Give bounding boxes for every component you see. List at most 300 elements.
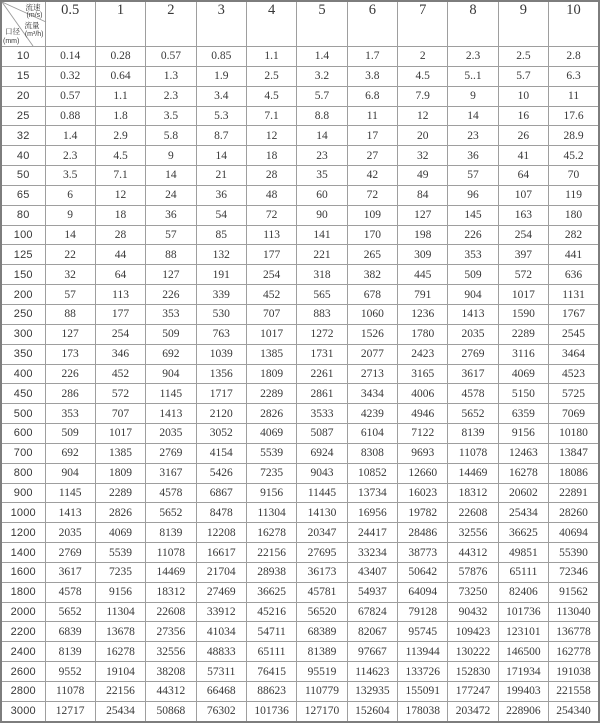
flow-value-cell: 11445 xyxy=(297,483,347,503)
flow-value-cell: 7.9 xyxy=(398,86,448,106)
flow-value-cell: 64094 xyxy=(398,582,448,602)
flow-value-cell: 309 xyxy=(398,245,448,265)
flow-value-cell: 36625 xyxy=(246,582,296,602)
flow-value-cell: 25434 xyxy=(95,701,145,721)
flow-value-cell: 152830 xyxy=(448,662,498,682)
table-row xyxy=(1,86,599,106)
flow-value-cell: 6104 xyxy=(347,424,397,444)
flow-value-cell: 3.2 xyxy=(297,66,347,86)
flow-value-cell: 1590 xyxy=(498,304,548,324)
flow-value-cell: 1145 xyxy=(45,483,95,503)
flow-value-cell: 24417 xyxy=(347,523,397,543)
flow-value-cell: 95745 xyxy=(398,622,448,642)
flow-value-cell: 3167 xyxy=(146,463,196,483)
flow-value-cell: 2.5 xyxy=(246,66,296,86)
corner-cell xyxy=(1,1,45,47)
flow-value-cell: 5426 xyxy=(196,463,246,483)
table-row xyxy=(1,523,599,543)
flow-value-cell: 11078 xyxy=(448,443,498,463)
flow-value-cell: 254 xyxy=(246,265,296,285)
flow-value-cell: 132 xyxy=(196,245,246,265)
flow-value-cell: 883 xyxy=(297,304,347,324)
flow-value-cell: 572 xyxy=(95,384,145,404)
flow-value-cell: 636 xyxy=(549,265,599,285)
flow-value-cell: 70 xyxy=(549,166,599,186)
flow-value-cell: 4.5 xyxy=(246,86,296,106)
flow-value-cell: 904 xyxy=(45,463,95,483)
diameter-cell: 350 xyxy=(1,344,45,364)
flow-value-cell: 9043 xyxy=(297,463,347,483)
flow-value-cell: 57876 xyxy=(448,562,498,582)
flow-value-cell: 64 xyxy=(498,166,548,186)
table-row xyxy=(1,265,599,285)
flow-value-cell: 2289 xyxy=(95,483,145,503)
flow-value-cell: 18 xyxy=(95,205,145,225)
table-row xyxy=(1,582,599,602)
flow-value-cell: 20602 xyxy=(498,483,548,503)
flow-value-cell: 97667 xyxy=(347,642,397,662)
flow-value-cell: 82067 xyxy=(347,622,397,642)
flow-value-cell: 109 xyxy=(347,205,397,225)
flow-value-cell: 1131 xyxy=(549,285,599,305)
flow-value-cell: 21 xyxy=(196,166,246,186)
flow-value-cell: 32556 xyxy=(448,523,498,543)
flow-value-cell: 12463 xyxy=(498,443,548,463)
flow-value-cell: 1.3 xyxy=(146,66,196,86)
table-row xyxy=(1,602,599,622)
flow-value-cell: 17.6 xyxy=(549,106,599,126)
flow-value-cell: 10 xyxy=(498,86,548,106)
flow-value-cell: 171934 xyxy=(498,662,548,682)
table-row xyxy=(1,185,599,205)
flow-value-cell: 36173 xyxy=(297,562,347,582)
flow-value-cell: 6.8 xyxy=(347,86,397,106)
velocity-header: 5 xyxy=(297,1,347,47)
velocity-header: 3 xyxy=(196,1,246,47)
table-row xyxy=(1,146,599,166)
flow-value-cell: 0.85 xyxy=(196,47,246,67)
flow-value-cell: 3116 xyxy=(498,344,548,364)
flow-value-cell: 22608 xyxy=(146,602,196,622)
flow-value-cell: 23 xyxy=(448,126,498,146)
flow-value-cell: 2423 xyxy=(398,344,448,364)
flow-value-cell: 20 xyxy=(398,126,448,146)
flow-value-cell: 254 xyxy=(498,225,548,245)
header-row xyxy=(1,1,599,47)
flow-value-cell: 127170 xyxy=(297,701,347,721)
flow-value-cell: 110779 xyxy=(297,682,347,702)
flow-value-cell: 282 xyxy=(549,225,599,245)
flow-value-cell: 1017 xyxy=(246,324,296,344)
diameter-cell: 500 xyxy=(1,404,45,424)
flow-value-cell: 2769 xyxy=(45,543,95,563)
table-row xyxy=(1,66,599,86)
flow-value-cell: 57311 xyxy=(196,662,246,682)
flow-value-cell: 1272 xyxy=(297,324,347,344)
flow-value-cell: 123101 xyxy=(498,622,548,642)
flow-value-cell: 11304 xyxy=(246,503,296,523)
flow-value-cell: 40694 xyxy=(549,523,599,543)
flow-value-cell: 145 xyxy=(448,205,498,225)
flow-value-cell: 5539 xyxy=(246,443,296,463)
flow-value-cell: 8.7 xyxy=(196,126,246,146)
flow-value-cell: 1145 xyxy=(146,384,196,404)
flow-value-cell: 1039 xyxy=(196,344,246,364)
flow-value-cell: 27695 xyxy=(297,543,347,563)
diameter-cell: 600 xyxy=(1,424,45,444)
flow-value-cell: 2861 xyxy=(297,384,347,404)
flow-value-cell: 82406 xyxy=(498,582,548,602)
flow-value-cell: 286 xyxy=(45,384,95,404)
flow-value-cell: 265 xyxy=(347,245,397,265)
velocity-header: 9 xyxy=(498,1,548,47)
flow-value-cell: 113040 xyxy=(549,602,599,622)
flow-value-cell: 96 xyxy=(448,185,498,205)
flow-value-cell: 5..1 xyxy=(448,66,498,86)
flow-value-cell: 1.9 xyxy=(196,66,246,86)
flow-value-cell: 199403 xyxy=(498,682,548,702)
flow-value-cell: 68389 xyxy=(297,622,347,642)
flow-value-cell: 2077 xyxy=(347,344,397,364)
diameter-cell: 900 xyxy=(1,483,45,503)
flow-value-cell: 8139 xyxy=(146,523,196,543)
flow-value-cell: 11 xyxy=(347,106,397,126)
flow-value-cell: 65111 xyxy=(246,642,296,662)
flow-value-cell: 44 xyxy=(95,245,145,265)
flow-value-cell: 254 xyxy=(95,324,145,344)
flow-value-cell: 2.3 xyxy=(448,47,498,67)
flow-value-cell: 36 xyxy=(448,146,498,166)
flow-value-cell: 32 xyxy=(45,265,95,285)
flow-value-cell: 79128 xyxy=(398,602,448,622)
flow-value-cell: 2120 xyxy=(196,404,246,424)
table-row xyxy=(1,503,599,523)
flow-value-cell: 791 xyxy=(398,285,448,305)
flow-value-cell: 109423 xyxy=(448,622,498,642)
flow-value-cell: 45781 xyxy=(297,582,347,602)
diameter-cell: 3000 xyxy=(1,701,45,721)
table-body xyxy=(1,47,599,722)
flow-value-cell: 2035 xyxy=(146,424,196,444)
flow-value-cell: 6.3 xyxy=(549,66,599,86)
flow-value-cell: 2035 xyxy=(448,324,498,344)
diameter-cell: 2800 xyxy=(1,682,45,702)
flow-value-cell: 36625 xyxy=(498,523,548,543)
flow-value-cell: 113 xyxy=(95,285,145,305)
flow-value-cell: 60 xyxy=(297,185,347,205)
flow-value-cell: 14130 xyxy=(297,503,347,523)
flow-value-cell: 42 xyxy=(347,166,397,186)
diameter-cell: 150 xyxy=(1,265,45,285)
flow-value-cell: 155091 xyxy=(398,682,448,702)
flow-value-cell: 16278 xyxy=(95,642,145,662)
flow-value-cell: 3.5 xyxy=(45,166,95,186)
flow-value-cell: 95519 xyxy=(297,662,347,682)
flow-value-cell: 221558 xyxy=(549,682,599,702)
velocity-header: 2 xyxy=(146,1,196,47)
diameter-cell: 1400 xyxy=(1,543,45,563)
table-row xyxy=(1,47,599,67)
flow-value-cell: 28486 xyxy=(398,523,448,543)
flow-value-cell: 38208 xyxy=(146,662,196,682)
flow-value-cell: 177247 xyxy=(448,682,498,702)
flow-value-cell: 4239 xyxy=(347,404,397,424)
flow-value-cell: 177 xyxy=(246,245,296,265)
flow-value-cell: 5.7 xyxy=(297,86,347,106)
flow-value-cell: 1809 xyxy=(95,463,145,483)
flow-value-cell: 1017 xyxy=(498,285,548,305)
flow-value-cell: 67824 xyxy=(347,602,397,622)
flow-value-cell: 10852 xyxy=(347,463,397,483)
flow-value-cell: 3.8 xyxy=(347,66,397,86)
flow-value-cell: 203472 xyxy=(448,701,498,721)
flow-value-cell: 162778 xyxy=(549,642,599,662)
flow-value-cell: 20347 xyxy=(297,523,347,543)
flow-value-cell: 88 xyxy=(146,245,196,265)
flow-value-cell: 107 xyxy=(498,185,548,205)
flow-value-cell: 91562 xyxy=(549,582,599,602)
flow-value-cell: 55390 xyxy=(549,543,599,563)
flow-value-cell: 452 xyxy=(246,285,296,305)
flow-value-cell: 26 xyxy=(498,126,548,146)
flow-value-cell: 170 xyxy=(347,225,397,245)
flow-value-cell: 2.3 xyxy=(146,86,196,106)
flow-value-cell: 707 xyxy=(246,304,296,324)
diameter-cell: 1000 xyxy=(1,503,45,523)
flow-value-cell: 452 xyxy=(95,364,145,384)
flow-value-cell: 19782 xyxy=(398,503,448,523)
flow-value-cell: 0.57 xyxy=(45,86,95,106)
flow-value-cell: 2035 xyxy=(45,523,95,543)
flow-value-cell: 904 xyxy=(448,285,498,305)
flow-value-cell: 339 xyxy=(196,285,246,305)
flow-value-cell: 318 xyxy=(297,265,347,285)
flow-value-cell: 113944 xyxy=(398,642,448,662)
diameter-cell: 10 xyxy=(1,47,45,67)
diameter-cell: 20 xyxy=(1,86,45,106)
flow-value-cell: 5.8 xyxy=(146,126,196,146)
flow-value-cell: 1413 xyxy=(45,503,95,523)
flow-value-cell: 572 xyxy=(498,265,548,285)
flow-value-cell: 16278 xyxy=(246,523,296,543)
flow-value-cell: 7.1 xyxy=(95,166,145,186)
flow-value-cell: 27356 xyxy=(146,622,196,642)
flow-value-cell: 76302 xyxy=(196,701,246,721)
flow-value-cell: 0.57 xyxy=(146,47,196,67)
diameter-cell: 200 xyxy=(1,285,45,305)
flow-value-cell: 1717 xyxy=(196,384,246,404)
flow-value-cell: 21704 xyxy=(196,562,246,582)
flow-value-cell: 1.1 xyxy=(246,47,296,67)
diameter-cell: 32 xyxy=(1,126,45,146)
flow-value-cell: 16023 xyxy=(398,483,448,503)
table-row xyxy=(1,562,599,582)
flow-value-cell: 146500 xyxy=(498,642,548,662)
flow-value-cell: 14 xyxy=(196,146,246,166)
flow-value-cell: 2289 xyxy=(498,324,548,344)
flow-value-cell: 54711 xyxy=(246,622,296,642)
flow-value-cell: 27 xyxy=(347,146,397,166)
diameter-cell: 1800 xyxy=(1,582,45,602)
flow-value-cell: 72 xyxy=(347,185,397,205)
flow-value-cell: 127 xyxy=(45,324,95,344)
table-row xyxy=(1,384,599,404)
diameter-cell: 2200 xyxy=(1,622,45,642)
flow-value-cell: 12 xyxy=(398,106,448,126)
flow-value-cell: 14 xyxy=(45,225,95,245)
table-row xyxy=(1,304,599,324)
flow-value-cell: 76415 xyxy=(246,662,296,682)
velocity-header: 8 xyxy=(448,1,498,47)
flow-value-cell: 3617 xyxy=(448,364,498,384)
flow-value-cell: 8139 xyxy=(448,424,498,444)
flow-value-cell: 191 xyxy=(196,265,246,285)
flow-value-cell: 0.32 xyxy=(45,66,95,86)
flow-value-cell: 101736 xyxy=(246,701,296,721)
flow-value-cell: 81389 xyxy=(297,642,347,662)
flow-value-cell: 4069 xyxy=(246,424,296,444)
flow-value-cell: 127 xyxy=(146,265,196,285)
flow-value-cell: 16956 xyxy=(347,503,397,523)
flow-value-cell: 49 xyxy=(398,166,448,186)
flow-value-cell: 113 xyxy=(246,225,296,245)
flow-value-cell: 22891 xyxy=(549,483,599,503)
flow-value-cell: 3533 xyxy=(297,404,347,424)
flow-value-cell: 2.8 xyxy=(549,47,599,67)
flow-value-cell: 177 xyxy=(95,304,145,324)
diameter-cell: 65 xyxy=(1,185,45,205)
flow-value-cell: 226 xyxy=(448,225,498,245)
flow-value-cell: 3464 xyxy=(549,344,599,364)
flow-value-cell: 565 xyxy=(297,285,347,305)
flow-value-cell: 28938 xyxy=(246,562,296,582)
table-row xyxy=(1,364,599,384)
flow-value-cell: 133726 xyxy=(398,662,448,682)
flow-value-cell: 5150 xyxy=(498,384,548,404)
flow-value-cell: 90 xyxy=(297,205,347,225)
diameter-cell: 250 xyxy=(1,304,45,324)
flow-value-cell: 5.3 xyxy=(196,106,246,126)
flow-value-cell: 1017 xyxy=(95,424,145,444)
flow-value-cell: 14 xyxy=(448,106,498,126)
flow-value-cell: 7122 xyxy=(398,424,448,444)
flow-value-cell: 12 xyxy=(246,126,296,146)
table-row xyxy=(1,126,599,146)
diameter-cell: 700 xyxy=(1,443,45,463)
flow-value-cell: 38773 xyxy=(398,543,448,563)
flow-value-cell: 2545 xyxy=(549,324,599,344)
flow-value-cell: 904 xyxy=(146,364,196,384)
flow-value-cell: 180 xyxy=(549,205,599,225)
flow-value-cell: 191038 xyxy=(549,662,599,682)
flow-value-cell: 32 xyxy=(398,146,448,166)
flow-value-cell: 9 xyxy=(45,205,95,225)
flow-value-cell: 9 xyxy=(448,86,498,106)
flow-value-cell: 11078 xyxy=(146,543,196,563)
flow-value-cell: 509 xyxy=(448,265,498,285)
flow-value-cell: 2 xyxy=(398,47,448,67)
flow-value-cell: 178038 xyxy=(398,701,448,721)
table-row xyxy=(1,106,599,126)
flow-value-cell: 54 xyxy=(196,205,246,225)
flow-value-cell: 50868 xyxy=(146,701,196,721)
flow-value-cell: 382 xyxy=(347,265,397,285)
velocity-header: 0.5 xyxy=(45,1,95,47)
flow-value-cell: 2769 xyxy=(448,344,498,364)
diameter-cell: 40 xyxy=(1,146,45,166)
diameter-axis-label: 口径 xyxy=(5,27,20,36)
flow-value-cell: 1413 xyxy=(448,304,498,324)
flow-value-cell: 2.3 xyxy=(45,146,95,166)
flow-value-cell: 198 xyxy=(398,225,448,245)
flow-value-cell: 12717 xyxy=(45,701,95,721)
flow-value-cell: 5.7 xyxy=(498,66,548,86)
flow-value-cell: 4946 xyxy=(398,404,448,424)
flow-value-cell: 7.1 xyxy=(246,106,296,126)
flow-value-cell: 4578 xyxy=(448,384,498,404)
flow-value-cell: 353 xyxy=(45,404,95,424)
flow-value-cell: 2289 xyxy=(246,384,296,404)
table-row xyxy=(1,344,599,364)
flow-value-cell: 5652 xyxy=(448,404,498,424)
table-row xyxy=(1,205,599,225)
diameter-cell: 25 xyxy=(1,106,45,126)
flow-value-cell: 2713 xyxy=(347,364,397,384)
flow-value-cell: 28260 xyxy=(549,503,599,523)
flow-value-cell: 22608 xyxy=(448,503,498,523)
flow-value-cell: 54937 xyxy=(347,582,397,602)
flow-value-cell: 72 xyxy=(246,205,296,225)
table-row xyxy=(1,682,599,702)
flow-value-cell: 353 xyxy=(146,304,196,324)
flow-value-cell: 22156 xyxy=(95,682,145,702)
flow-value-cell: 1767 xyxy=(549,304,599,324)
flow-value-cell: 49851 xyxy=(498,543,548,563)
flow-value-cell: 346 xyxy=(95,344,145,364)
flow-value-cell: 36 xyxy=(196,185,246,205)
table-row xyxy=(1,463,599,483)
flow-value-cell: 2.9 xyxy=(95,126,145,146)
flow-value-cell: 1.8 xyxy=(95,106,145,126)
flow-axis-label: 流量 xyxy=(24,21,40,30)
flow-value-cell: 57 xyxy=(146,225,196,245)
table-row xyxy=(1,424,599,444)
flow-value-cell: 8478 xyxy=(196,503,246,523)
flow-value-cell: 22 xyxy=(45,245,95,265)
flow-value-cell: 132935 xyxy=(347,682,397,702)
flow-value-cell: 5087 xyxy=(297,424,347,444)
flow-value-cell: 1731 xyxy=(297,344,347,364)
flow-value-cell: 1.7 xyxy=(347,47,397,67)
velocity-header: 1 xyxy=(95,1,145,47)
flow-value-cell: 12660 xyxy=(398,463,448,483)
table-row xyxy=(1,622,599,642)
flow-value-cell: 19104 xyxy=(95,662,145,682)
flow-value-cell: 1780 xyxy=(398,324,448,344)
flow-value-cell: 226 xyxy=(146,285,196,305)
diameter-cell: 50 xyxy=(1,166,45,186)
flow-value-cell: 8308 xyxy=(347,443,397,463)
flow-value-cell: 2826 xyxy=(246,404,296,424)
flow-value-cell: 90432 xyxy=(448,602,498,622)
diameter-cell: 2400 xyxy=(1,642,45,662)
flow-value-cell: 0.88 xyxy=(45,106,95,126)
flow-value-cell: 6924 xyxy=(297,443,347,463)
flow-value-cell: 254340 xyxy=(549,701,599,721)
flow-value-cell: 0.28 xyxy=(95,47,145,67)
flow-value-cell: 678 xyxy=(347,285,397,305)
flow-value-cell: 2.5 xyxy=(498,47,548,67)
